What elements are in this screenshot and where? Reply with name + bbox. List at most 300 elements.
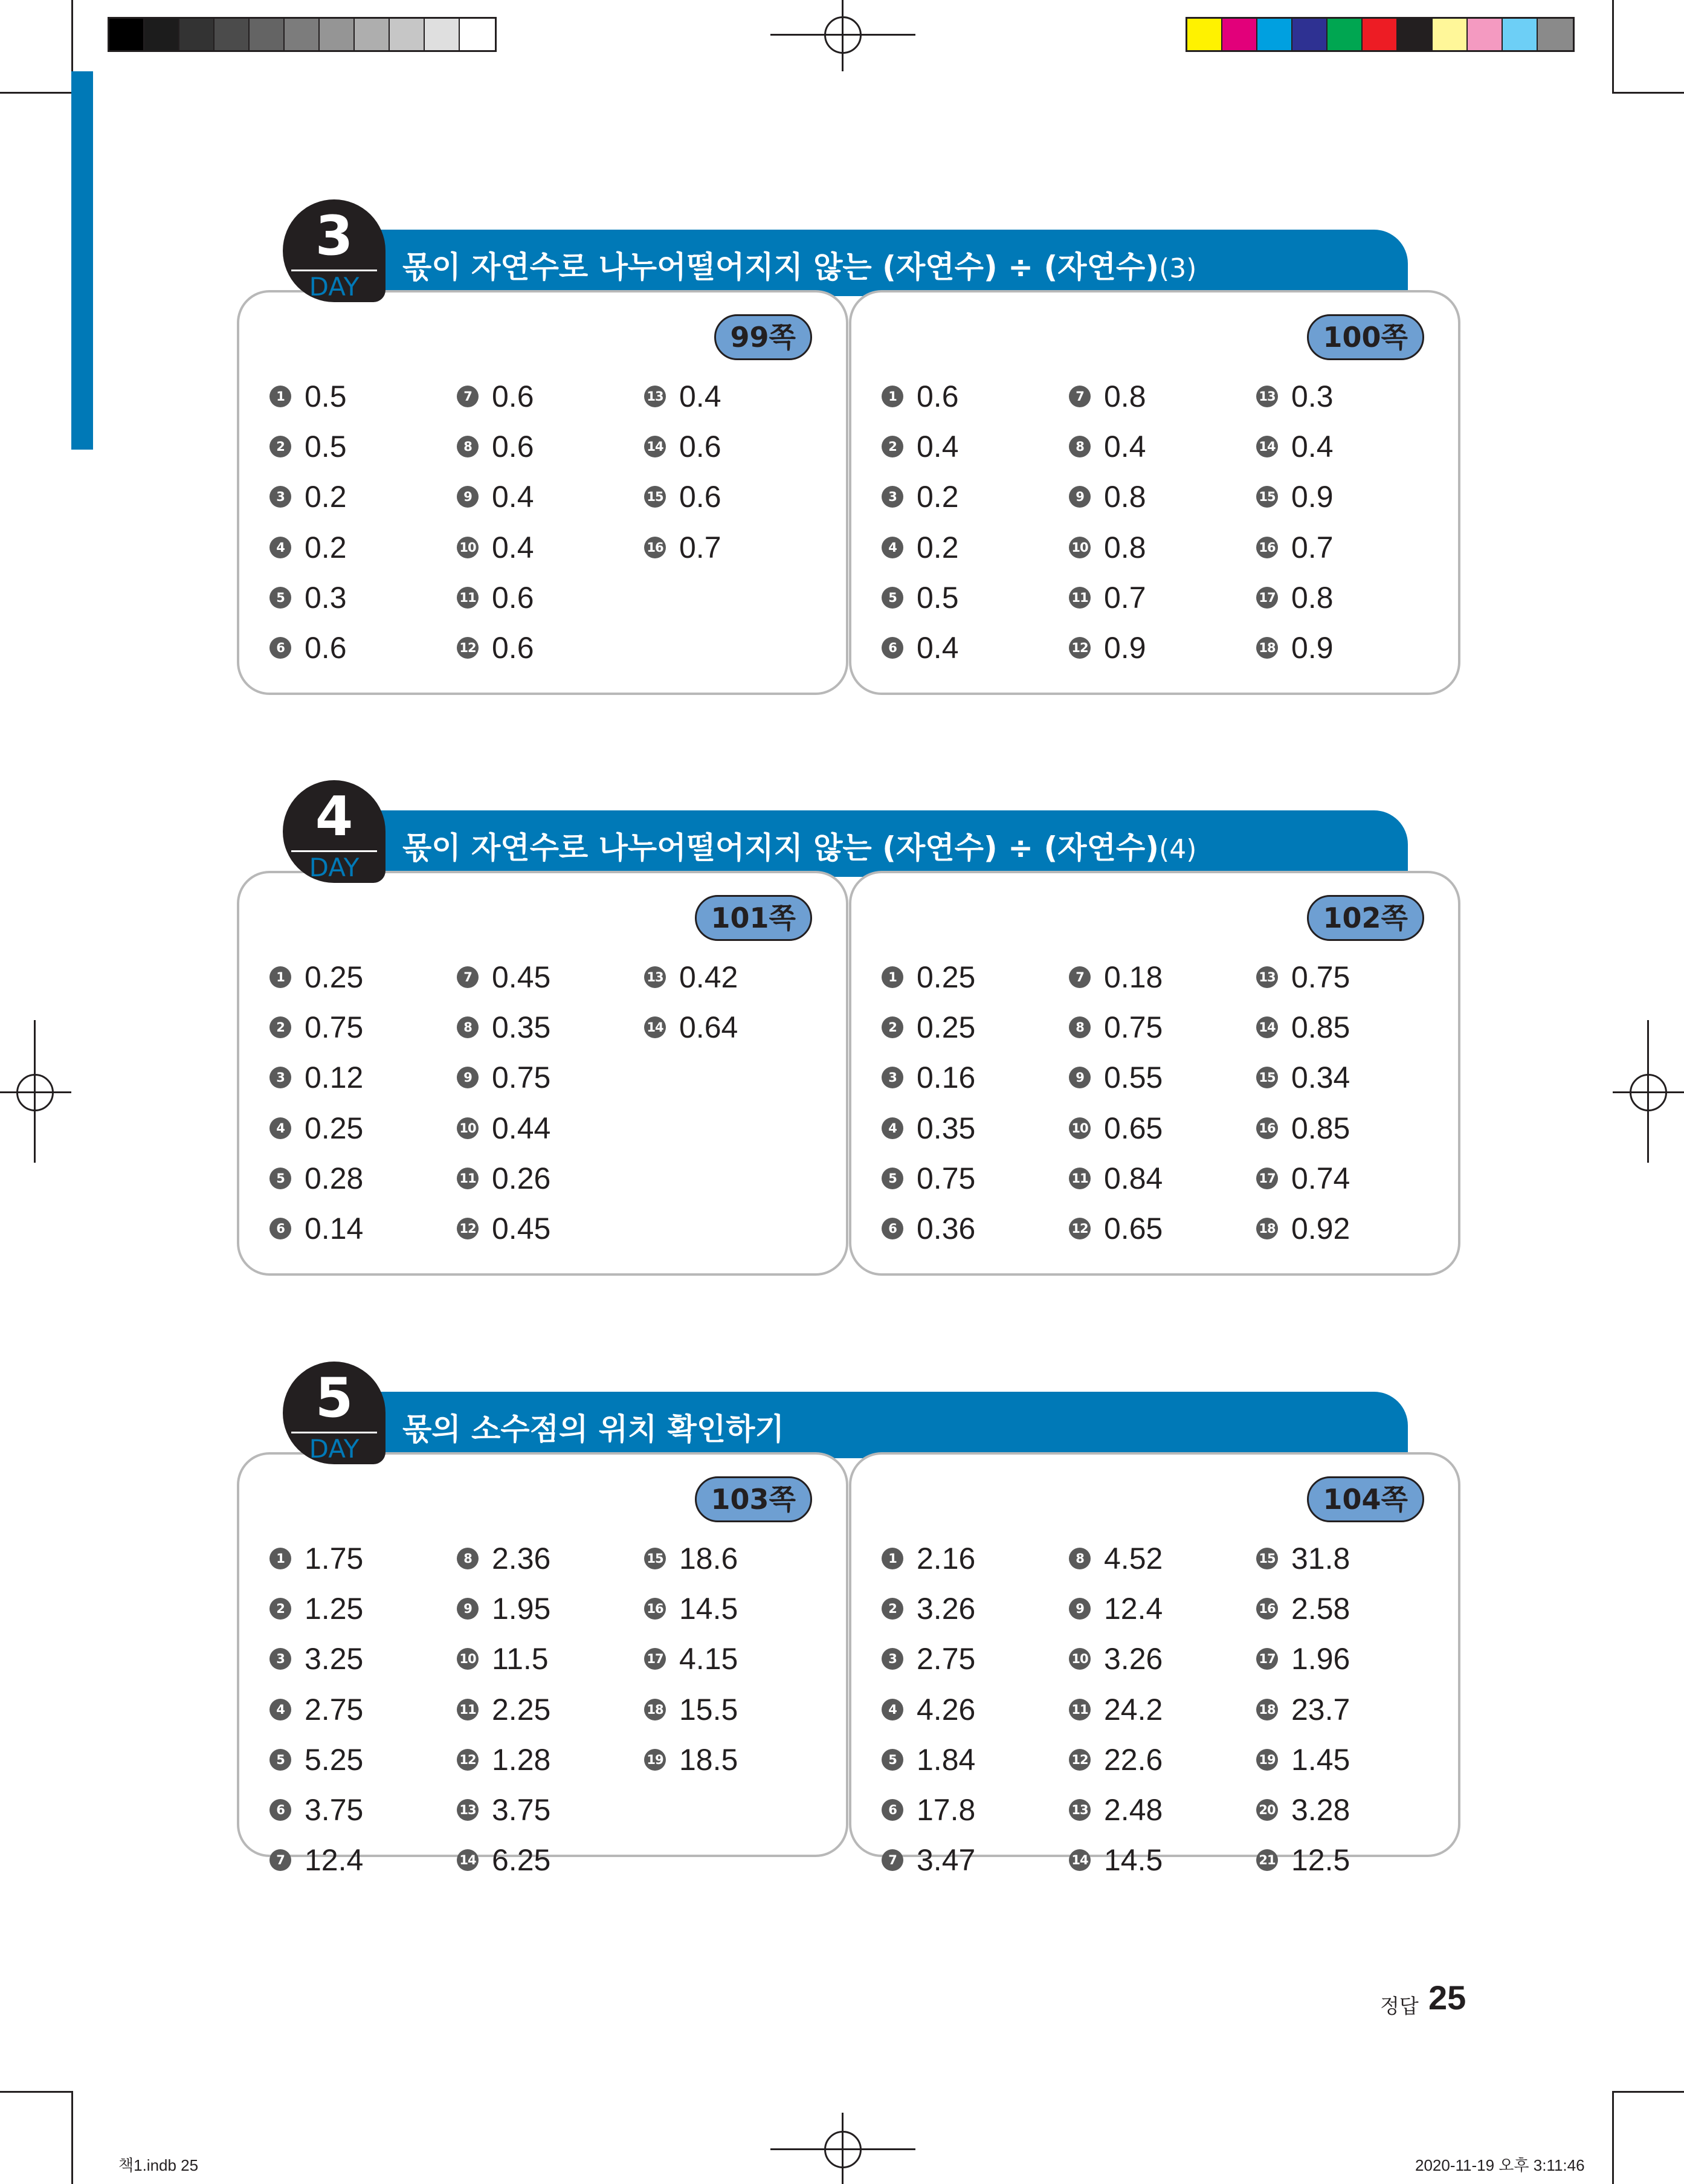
answer-column	[269, 1533, 457, 1885]
section-title: 몫이 자연수로 나누어떨어지지 않는 (자연수) ÷ (자연수)(4)	[402, 830, 1197, 865]
answer-column	[457, 952, 644, 1254]
answer-item	[882, 952, 1069, 1002]
question-number-badge: 2	[882, 1016, 903, 1038]
color-swatch	[179, 19, 215, 50]
answer-value: 0.14	[305, 1212, 364, 1246]
question-number-badge: 14	[1256, 1016, 1278, 1038]
answer-item	[269, 622, 457, 673]
answer-value: 0.36	[917, 1212, 976, 1246]
answer-item	[1256, 1734, 1444, 1785]
answer-value: 12.4	[1104, 1591, 1163, 1626]
answer-value: 0.75	[492, 1061, 551, 1095]
answer-item	[269, 1053, 457, 1103]
day-label: DAY	[309, 853, 360, 882]
answer-panel-left	[237, 1452, 848, 1878]
page-number-badge: 101쪽	[695, 895, 812, 941]
question-number-badge: 13	[1256, 386, 1278, 407]
answer-value: 0.84	[1104, 1161, 1163, 1195]
question-number-badge: 3	[882, 1067, 903, 1088]
question-number-badge: 16	[1256, 1598, 1278, 1620]
answer-item	[1256, 1533, 1444, 1583]
color-swatch	[460, 19, 495, 50]
answer-value: 2.16	[917, 1541, 976, 1575]
question-number-badge: 15	[644, 486, 666, 508]
color-swatch	[215, 19, 250, 50]
answer-item	[882, 1203, 1069, 1253]
color-swatch	[1503, 19, 1538, 50]
answer-item	[457, 1002, 644, 1052]
answer-value: 0.16	[917, 1061, 976, 1095]
question-number-badge: 3	[269, 1067, 291, 1088]
answer-item	[882, 1684, 1069, 1734]
section-title: 몫이 자연수로 나누어떨어지지 않는 (자연수) ÷ (자연수)(3)	[402, 250, 1197, 285]
answer-value: 3.26	[1104, 1642, 1163, 1676]
question-number-badge: 11	[457, 587, 479, 609]
answer-column	[644, 1533, 831, 1785]
answer-item	[882, 522, 1069, 572]
grayscale-calibration-bar	[108, 17, 497, 52]
section-banner	[344, 810, 1408, 877]
answer-item	[882, 1533, 1069, 1583]
answer-item	[1069, 1053, 1256, 1103]
question-number-badge: 14	[644, 436, 666, 457]
answer-value: 5.25	[305, 1742, 364, 1777]
answer-value: 0.44	[492, 1111, 551, 1145]
question-number-badge: 3	[269, 486, 291, 508]
answer-value: 0.75	[1104, 1010, 1163, 1044]
answer-item	[1069, 1103, 1256, 1153]
footer-label: 정답	[1380, 1994, 1419, 2018]
answer-value: 18.6	[679, 1541, 738, 1575]
answer-item	[269, 1103, 457, 1153]
answer-column	[1256, 1533, 1444, 1885]
answer-value: 0.4	[1291, 429, 1334, 464]
answer-value: 2.58	[1291, 1591, 1350, 1626]
day-5-section	[0, 1366, 1684, 1878]
answer-value: 0.6	[679, 429, 721, 464]
answer-item	[882, 1053, 1069, 1103]
answer-item	[1256, 1835, 1444, 1885]
answer-item	[269, 421, 457, 471]
answer-item	[457, 1634, 644, 1684]
answer-item	[457, 1785, 644, 1835]
day-number: 4	[315, 785, 353, 848]
day-badge	[283, 1362, 386, 1464]
question-number-badge: 10	[1069, 537, 1091, 558]
answer-value: 1.95	[492, 1591, 551, 1626]
day-3-section	[0, 204, 1684, 713]
answer-item	[1069, 1835, 1256, 1885]
answer-value: 17.8	[917, 1793, 976, 1827]
answer-item	[457, 421, 644, 471]
answer-value: 6.25	[492, 1843, 551, 1878]
question-number-badge: 10	[1069, 1648, 1091, 1670]
question-number-badge: 7	[882, 1849, 903, 1871]
day-label: DAY	[309, 272, 360, 302]
answer-value: 0.12	[305, 1061, 364, 1095]
answer-item	[882, 371, 1069, 421]
answer-value: 3.47	[917, 1843, 976, 1878]
answer-column	[269, 952, 457, 1254]
answer-value: 0.25	[305, 1111, 364, 1145]
question-number-badge: 12	[457, 637, 479, 659]
day-divider	[291, 270, 377, 271]
answer-value: 0.8	[1104, 379, 1146, 413]
question-number-badge: 18	[1256, 637, 1278, 659]
answer-value: 0.25	[917, 1010, 976, 1044]
answer-value: 0.3	[305, 580, 347, 615]
question-number-badge: 9	[457, 1598, 479, 1620]
answer-value: 0.6	[492, 429, 534, 464]
color-swatch	[1468, 19, 1503, 50]
answer-value: 0.2	[917, 530, 959, 564]
question-number-badge: 7	[1069, 966, 1091, 988]
answer-value: 0.4	[1104, 429, 1146, 464]
question-number-badge: 15	[644, 1548, 666, 1569]
question-number-badge: 3	[882, 1648, 903, 1670]
question-number-badge: 15	[1256, 1067, 1278, 1088]
color-swatch	[1433, 19, 1468, 50]
answer-item	[882, 572, 1069, 622]
answer-item	[644, 421, 831, 471]
answer-value: 0.5	[305, 379, 347, 413]
answer-item	[882, 1734, 1069, 1785]
question-number-badge: 2	[882, 1598, 903, 1620]
answer-panel-right	[849, 871, 1460, 1276]
question-number-badge: 13	[1256, 966, 1278, 988]
footer-page-number: 25	[1428, 1979, 1466, 2017]
answer-value: 3.75	[305, 1793, 364, 1827]
answer-value: 0.8	[1104, 480, 1146, 514]
day-divider	[291, 850, 377, 852]
answer-value: 3.75	[492, 1793, 551, 1827]
answer-value: 4.15	[679, 1642, 738, 1676]
answer-item	[1256, 1002, 1444, 1052]
answer-value: 2.36	[492, 1541, 551, 1575]
question-number-badge: 7	[269, 1849, 291, 1871]
answer-column	[1069, 1533, 1256, 1885]
question-number-badge: 15	[1256, 1548, 1278, 1569]
question-number-badge: 9	[1069, 1598, 1091, 1620]
answer-value: 0.2	[305, 480, 347, 514]
answer-item	[269, 1734, 457, 1785]
color-swatch	[1538, 19, 1573, 50]
question-number-badge: 17	[1256, 587, 1278, 609]
question-number-badge: 9	[1069, 486, 1091, 508]
answer-panel-right	[849, 290, 1460, 695]
question-number-badge: 7	[1069, 386, 1091, 407]
question-number-badge: 4	[269, 1117, 291, 1139]
answer-column	[882, 952, 1069, 1254]
answer-item	[644, 1583, 831, 1633]
question-number-badge: 1	[269, 386, 291, 407]
answer-column	[882, 371, 1069, 673]
answer-item	[269, 1533, 457, 1583]
question-number-badge: 1	[882, 386, 903, 407]
answer-item	[457, 371, 644, 421]
answer-column	[1256, 371, 1444, 673]
answer-item	[1069, 1002, 1256, 1052]
question-number-badge: 17	[1256, 1648, 1278, 1670]
answer-item	[1256, 1583, 1444, 1633]
answer-column	[1256, 952, 1444, 1254]
answer-item	[457, 1203, 644, 1253]
answer-value: 0.2	[917, 480, 959, 514]
question-number-badge: 12	[457, 1749, 479, 1771]
question-number-badge: 7	[457, 966, 479, 988]
answer-value: 22.6	[1104, 1742, 1163, 1777]
day-number: 5	[315, 1366, 353, 1430]
answer-value: 0.45	[492, 1212, 551, 1246]
color-swatch	[1363, 19, 1398, 50]
answer-value: 0.75	[305, 1010, 364, 1044]
answer-value: 0.7	[679, 530, 721, 564]
question-number-badge: 6	[269, 1799, 291, 1821]
answer-value: 0.92	[1291, 1212, 1350, 1246]
answer-item	[457, 1103, 644, 1153]
question-number-badge: 11	[457, 1699, 479, 1720]
color-calibration-bar	[1186, 17, 1575, 52]
answer-item	[882, 472, 1069, 522]
question-number-badge: 10	[457, 1648, 479, 1670]
answer-value: 0.4	[492, 530, 534, 564]
answer-item	[1256, 572, 1444, 622]
question-number-badge: 14	[644, 1016, 666, 1038]
answer-value: 0.3	[1291, 379, 1334, 413]
answer-item	[269, 1835, 457, 1885]
answer-value: 0.35	[492, 1010, 551, 1044]
color-swatch	[1292, 19, 1328, 50]
answer-item	[1069, 421, 1256, 471]
page-number-badge: 103쪽	[695, 1476, 812, 1522]
question-number-badge: 16	[644, 1598, 666, 1620]
answer-value: 18.5	[679, 1742, 738, 1777]
question-number-badge: 2	[269, 1598, 291, 1620]
answer-item	[457, 622, 644, 673]
answer-value: 0.85	[1291, 1010, 1350, 1044]
answer-value: 1.96	[1291, 1642, 1350, 1676]
day-divider	[291, 1432, 377, 1433]
answer-item	[644, 1533, 831, 1583]
answer-value: 0.25	[305, 960, 364, 994]
answer-value: 31.8	[1291, 1541, 1350, 1575]
question-number-badge: 12	[1069, 1218, 1091, 1239]
answer-item	[457, 1053, 644, 1103]
section-banner	[344, 230, 1408, 296]
page-number-badge: 100쪽	[1307, 314, 1424, 360]
answer-item	[882, 1785, 1069, 1835]
answer-item	[1256, 622, 1444, 673]
answer-value: 1.25	[305, 1591, 364, 1626]
answer-item	[457, 472, 644, 522]
answer-item	[457, 1153, 644, 1203]
answer-column	[457, 1533, 644, 1885]
answer-value: 1.75	[305, 1541, 364, 1575]
answer-item	[1256, 1203, 1444, 1253]
answer-item	[1256, 1053, 1444, 1103]
question-number-badge: 8	[457, 1548, 479, 1569]
answer-item	[269, 1153, 457, 1203]
question-number-badge: 2	[269, 1016, 291, 1038]
answer-item	[644, 472, 831, 522]
answer-item	[269, 1583, 457, 1633]
color-swatch	[355, 19, 390, 50]
question-number-badge: 14	[457, 1849, 479, 1871]
question-number-badge: 6	[882, 1799, 903, 1821]
question-number-badge: 6	[269, 1218, 291, 1239]
question-number-badge: 12	[1069, 1749, 1091, 1771]
answer-item	[644, 522, 831, 572]
answer-value: 0.25	[917, 960, 976, 994]
question-number-badge: 9	[457, 486, 479, 508]
answer-value: 0.8	[1104, 530, 1146, 564]
question-number-badge: 16	[1256, 1117, 1278, 1139]
answer-item	[457, 1583, 644, 1633]
question-number-badge: 10	[457, 537, 479, 558]
question-number-badge: 4	[882, 1699, 903, 1720]
question-number-badge: 13	[644, 386, 666, 407]
answer-value: 0.42	[679, 960, 738, 994]
question-number-badge: 14	[1256, 436, 1278, 457]
question-number-badge: 11	[457, 1168, 479, 1189]
answer-value: 1.45	[1291, 1742, 1350, 1777]
answer-value: 0.9	[1291, 631, 1334, 665]
answer-item	[1256, 1634, 1444, 1684]
answer-value: 3.28	[1291, 1793, 1350, 1827]
question-number-badge: 8	[1069, 436, 1091, 457]
answer-item	[1256, 522, 1444, 572]
color-swatch	[1328, 19, 1363, 50]
answer-item	[1256, 472, 1444, 522]
question-number-badge: 1	[882, 1548, 903, 1569]
question-number-badge: 9	[457, 1067, 479, 1088]
answer-item	[457, 952, 644, 1002]
answer-column	[644, 371, 831, 572]
answer-value: 24.2	[1104, 1692, 1163, 1727]
answer-value: 0.4	[492, 480, 534, 514]
question-number-badge: 5	[882, 1168, 903, 1189]
answer-value: 11.5	[492, 1642, 549, 1676]
answer-value: 0.5	[917, 580, 959, 615]
question-number-badge: 8	[1069, 1548, 1091, 1569]
answer-item	[1069, 1634, 1256, 1684]
day-label: DAY	[309, 1434, 360, 1464]
answer-value: 2.75	[305, 1692, 364, 1727]
answer-value: 0.2	[305, 530, 347, 564]
answer-item	[1069, 952, 1256, 1002]
question-number-badge: 10	[457, 1117, 479, 1139]
question-number-badge: 5	[269, 587, 291, 609]
question-number-badge: 11	[1069, 1699, 1091, 1720]
answer-column	[1069, 371, 1256, 673]
color-swatch	[144, 19, 179, 50]
answer-value: 2.75	[917, 1642, 976, 1676]
answer-value: 12.4	[305, 1843, 364, 1878]
answer-item	[644, 1734, 831, 1785]
question-number-badge: 11	[1069, 1168, 1091, 1189]
answer-value: 0.55	[1104, 1061, 1163, 1095]
color-swatch	[1187, 19, 1222, 50]
answer-value: 0.9	[1104, 631, 1146, 665]
answer-item	[1069, 522, 1256, 572]
day-badge	[283, 199, 386, 302]
answer-panel-left	[237, 871, 848, 1276]
answer-value: 1.28	[492, 1742, 551, 1777]
answer-value: 3.26	[917, 1591, 976, 1626]
answer-item	[882, 1583, 1069, 1633]
answer-value: 0.7	[1291, 530, 1334, 564]
answer-item	[457, 1835, 644, 1885]
answer-value: 0.65	[1104, 1111, 1163, 1145]
answer-column	[644, 952, 831, 1053]
question-number-badge: 6	[269, 637, 291, 659]
day-number: 3	[315, 204, 353, 268]
answer-value: 14.5	[1104, 1843, 1163, 1878]
day-4-section	[0, 785, 1684, 1294]
color-swatch	[250, 19, 285, 50]
answer-value: 0.75	[917, 1161, 976, 1195]
question-number-badge: 6	[882, 637, 903, 659]
question-number-badge: 13	[457, 1799, 479, 1821]
question-number-badge: 1	[882, 966, 903, 988]
answer-item	[1256, 952, 1444, 1002]
answer-item	[1256, 1785, 1444, 1835]
answer-value: 23.7	[1291, 1692, 1350, 1727]
question-number-badge: 7	[457, 386, 479, 407]
question-number-badge: 21	[1256, 1849, 1278, 1871]
answer-item	[1256, 1153, 1444, 1203]
question-number-badge: 5	[269, 1749, 291, 1771]
question-number-badge: 13	[644, 966, 666, 988]
answer-value: 0.74	[1291, 1161, 1350, 1195]
answer-item	[269, 1785, 457, 1835]
section-banner	[344, 1392, 1408, 1458]
question-number-badge: 18	[644, 1699, 666, 1720]
answer-value: 0.6	[305, 631, 347, 665]
question-number-badge: 9	[1069, 1067, 1091, 1088]
question-number-badge: 4	[269, 1699, 291, 1720]
answer-item	[457, 572, 644, 622]
color-swatch	[1222, 19, 1257, 50]
color-swatch	[285, 19, 320, 50]
answer-item	[1069, 1785, 1256, 1835]
answer-item	[457, 522, 644, 572]
question-number-badge: 5	[882, 1749, 903, 1771]
answer-value: 12.5	[1291, 1843, 1350, 1878]
color-swatch	[109, 19, 144, 50]
answer-value: 0.7	[1104, 580, 1146, 615]
answer-item	[644, 1002, 831, 1052]
answer-value: 0.4	[917, 631, 959, 665]
question-number-badge: 17	[1256, 1168, 1278, 1189]
question-number-badge: 17	[644, 1648, 666, 1670]
question-number-badge: 3	[882, 486, 903, 508]
question-number-badge: 16	[644, 537, 666, 558]
question-number-badge: 18	[1256, 1699, 1278, 1720]
answer-value: 4.26	[917, 1692, 976, 1727]
day-badge	[283, 780, 386, 883]
question-number-badge: 14	[1069, 1849, 1091, 1871]
answer-item	[644, 1684, 831, 1734]
answer-item	[1069, 1153, 1256, 1203]
answer-item	[1069, 1734, 1256, 1785]
answer-item	[882, 622, 1069, 673]
question-number-badge: 5	[269, 1168, 291, 1189]
answer-item	[269, 472, 457, 522]
answer-panel-left	[237, 290, 848, 695]
answer-value: 0.6	[492, 379, 534, 413]
answer-value: 0.18	[1104, 960, 1163, 994]
